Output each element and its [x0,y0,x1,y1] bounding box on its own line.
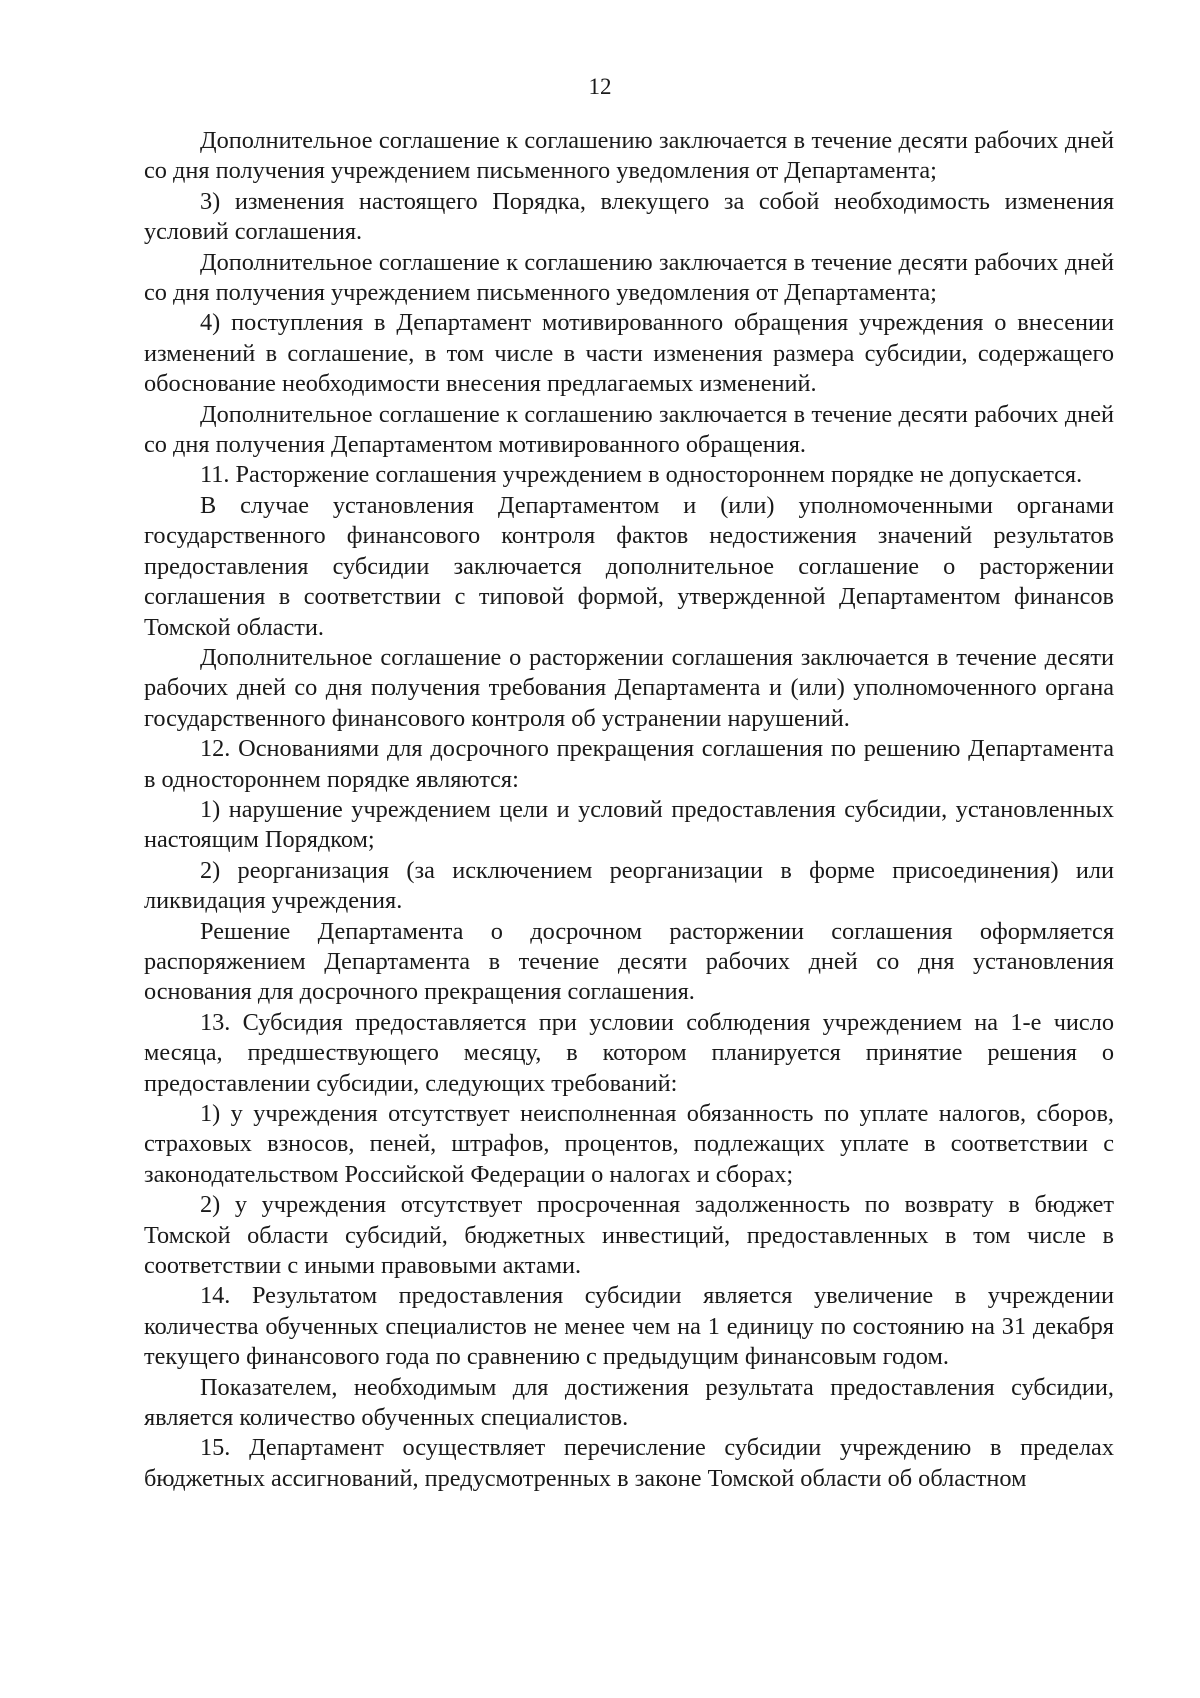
paragraph: 1) нарушение учреждением цели и условий предоставления субсидии, установленных настоящим Порядком; [144,795,1114,854]
paragraph: Дополнительное соглашение к соглашению заключается в течение десяти рабочих дней со дня получения учреждением письменного уведомления от Департамента; [144,127,1114,185]
document-body [144,126,1114,1494]
paragraph: 2) реорганизация (за исключением реорганизации в форме присоединения) или ликвидация учреждения. [144,856,1114,915]
paragraph: Показателем, необходимым для достижения результата предоставления субсидии, является количество обученных специалистов. [144,1373,1114,1432]
paragraph: Дополнительное соглашение к соглашению заключается в течение десяти рабочих дней со дня получения Департаментом мотивированного обращения. [144,400,1114,459]
paragraph: 1) у учреждения отсутствует неисполненная обязанность по уплате налогов, сборов, страховых взносов, пеней, штрафов, процентов, подлежащих уплате в соответствии с законодательством Российской Федерации о налогах и сборах; [144,1100,1114,1188]
page-number: 12 [588,74,612,99]
paragraph: 15. Департамент осуществляет перечисление субсидии учреждению в пределах бюджетных ассигнований, предусмотренных в законе Томской области об областном [144,1434,1114,1492]
paragraph: 13. Субсидия предоставляется при условии соблюдения учреждением на 1-е число месяца, предшествующего месяцу, в котором планируется принятие решения о предоставлении субсидии, следующих требований: [144,1008,1114,1097]
paragraph: В случае установления Департаментом и (или) уполномоченными органами государственного финансового контроля фактов недостижения значений результатов предоставления субсидии заключается дополнительное соглашение о расторжении соглашения в соответствии с типовой формой, утвержденной Департаментом финансов Томской области. [144,491,1114,641]
paragraph: Дополнительное соглашение о расторжении соглашения заключается в течение десяти рабочих дней со дня получения требования Департамента и (или) уполномоченного органа государственного финансового контроля об устранении нарушений. [144,643,1114,732]
paragraph: 2) у учреждения отсутствует просроченная задолженность по возврату в бюджет Томской области субсидий, бюджетных инвестиций, предоставленных в том числе в соответствии с иными правовыми актами. [144,1191,1114,1280]
paragraph: 3) изменения настоящего Порядка, влекущего за собой необходимость изменения условий соглашения. [144,187,1114,246]
paragraph: 12. Основаниями для досрочного прекращения соглашения по решению Департамента в одностороннем порядке являются: [144,735,1114,793]
paragraph: 11. Расторжение соглашения учреждением в одностороннем порядке не допускается. [200,461,1083,489]
paragraph: Дополнительное соглашение к соглашению заключается в течение десяти рабочих дней со дня получения учреждением письменного уведомления от Департамента; [144,248,1114,307]
paragraph: 4) поступления в Департамент мотивированного обращения учреждения о внесении изменений в соглашение, в том числе в части изменения размера субсидии, содержащего обоснование необходимости внесения предлагаемых изменений. [144,309,1114,398]
paragraph: 14. Результатом предоставления субсидии является увеличение в учреждении количества обученных специалистов не менее чем на 1 единицу по состоянию на 31 декабря текущего финансового года по сравнению с предыдущим финансовым годом. [144,1282,1114,1371]
paragraph: Решение Департамента о досрочном расторжении соглашения оформляется распоряжением Департамента в течение десяти рабочих дней со дня установления основания для досрочного прекращения соглашения. [144,917,1114,1006]
